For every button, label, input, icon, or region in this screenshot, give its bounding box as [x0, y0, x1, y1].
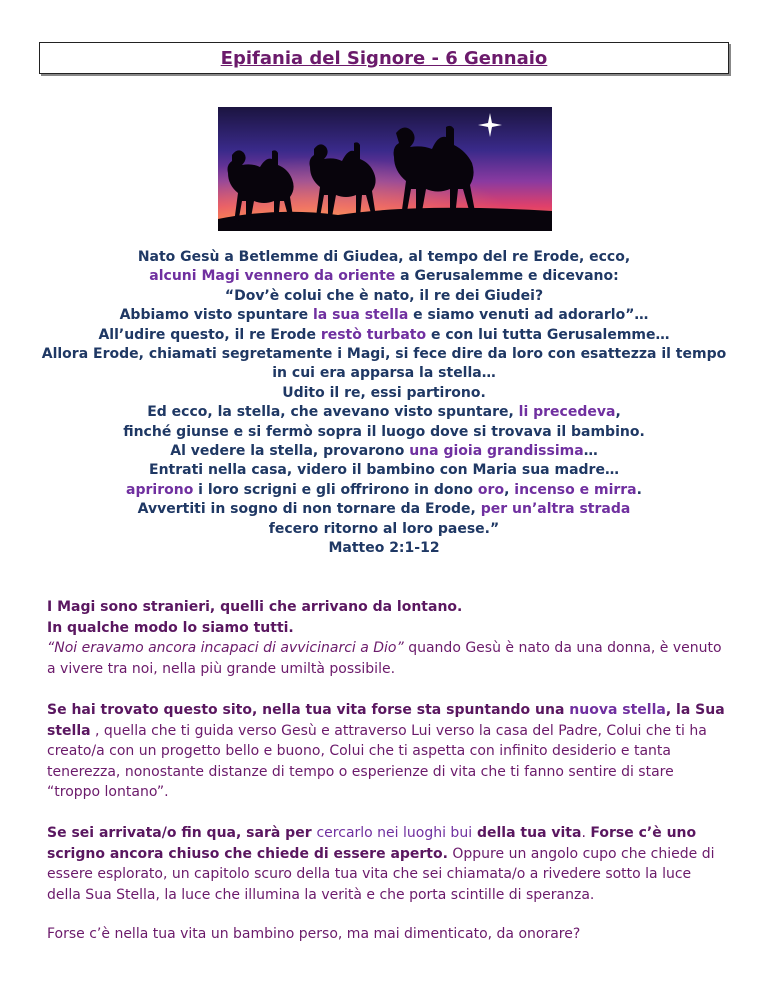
verse-line — [20, 442, 748, 461]
para1-bold-1: I Magi sono stranieri, quelli che arrivano da lontano. — [47, 599, 463, 615]
verse-text: , — [615, 404, 621, 421]
magi-image — [218, 107, 552, 231]
verse-text: a Gerusalemme e dicevano: — [395, 268, 619, 285]
verse-text: Abbiamo visto spuntare — [119, 307, 313, 324]
para2-highlight: nuova stella — [569, 702, 666, 718]
verse-highlight: restò turbato — [320, 326, 427, 343]
verse-line — [20, 248, 748, 267]
verse-text: . — [636, 481, 642, 498]
verse-line — [20, 364, 748, 383]
paragraph-4 — [47, 924, 727, 945]
verse-text: Avvertiti in sogno di non tornare da Erode, — [137, 501, 481, 518]
para1-text: quando Gesù è nato da una donna, è venuto a vivere tra noi, nella più grande umiltà possibile. — [47, 640, 722, 677]
paragraph-3 — [47, 823, 727, 905]
para2-text: , quella che ti guida verso Gesù e attraverso Lui verso la casa del Padre, Colui che ti ha creato/a con un progetto bello e buono, Colui che ti aspetta con infinito desiderio e tanta tenerezza, nonostante distanze di tempo o esperienze di vita che ti fanno sentire di stare “troppo lontano”. — [47, 722, 707, 800]
verse-highlight: oro — [477, 481, 505, 498]
verse-ref-text: Matteo 2:1-12 — [328, 540, 440, 557]
verse-text: in cui era apparsa la stella… — [272, 365, 496, 382]
verse-highlight: una gioia grandissima — [409, 443, 584, 460]
paragraph-1 — [47, 597, 727, 679]
verse-highlight: incenso e mirra — [514, 481, 637, 498]
para3-highlight: cercarlo nei luoghi bui — [316, 825, 473, 841]
para2-bold-2: , la Sua stella — [47, 702, 725, 739]
verse-text: e con lui tutta Gerusalemme… — [426, 326, 670, 343]
para3-bold-2: della tua vita — [472, 825, 582, 841]
verse-line — [20, 287, 748, 306]
verse-text: i loro scrigni e gli offrirono in dono — [193, 481, 478, 498]
verse-line — [20, 403, 748, 422]
para3-bold: Se sei arrivata/o fin qua, sarà per — [47, 825, 317, 841]
verse-text: Allora Erode, chiamati segretamente i Magi, si fece dire da loro con esattezza il tempo — [41, 346, 727, 363]
verse-text: fecero ritorno al loro paese.” — [268, 520, 500, 537]
verse-line — [20, 423, 748, 442]
verse-highlight: alcuni Magi vennero da oriente — [149, 268, 396, 285]
verse-text: Nato Gesù a Betlemme di Giudea, al tempo del re Erode, ecco, — [137, 249, 631, 265]
para2-bold: Se hai trovato questo sito, nella tua vita forse sta spuntando una — [47, 702, 570, 718]
verse-text: All’udire questo, il re Erode — [98, 326, 321, 343]
paragraph-2 — [47, 700, 727, 803]
bible-verse — [20, 248, 748, 559]
verse-line — [20, 345, 748, 364]
verse-text: Ed ecco, la stella, che avevano visto spuntare, — [147, 404, 519, 421]
verse-reference — [20, 539, 748, 558]
page-title: Epifania del Signore - 6 Gennaio — [220, 47, 548, 69]
verse-text: Udito il re, essi partirono. — [282, 384, 486, 401]
verse-text: “Dov’è colui che è nato, il re dei Giudei? — [224, 287, 544, 304]
para1-bold-2: In qualche modo lo siamo tutti. — [47, 619, 294, 636]
para4-text: Forse c’è nella tua vita un bambino perso, ma mai dimenticato, da onorare? — [47, 926, 581, 942]
verse-line — [20, 481, 748, 500]
verse-text: e siamo venuti ad adorarlo”… — [408, 307, 649, 324]
verse-highlight: aprirono — [126, 481, 194, 498]
verse-text: finché giunse e si fermò sopra il luogo dove si trovava il bambino. — [123, 423, 645, 440]
verse-line — [20, 306, 748, 325]
verse-text: , — [504, 481, 515, 498]
verse-highlight: li precedeva — [518, 404, 616, 421]
verse-text: … — [583, 443, 598, 460]
para3-text: Oppure un angolo cupo che chiede di essere esplorato, un capitolo scuro della tua vita che sei chiamata/o a rivedere sotto la luce della Sua Stella, la luce che illumina la verità e che porta scintille di speranza. — [47, 845, 715, 903]
para1-quote: “Noi eravamo ancora incapaci di avvicinarci a Dio” — [47, 640, 404, 656]
verse-line — [20, 461, 748, 480]
para3-bold-3: Forse c’è uno scrigno ancora chiuso che chiede di essere aperto. — [47, 825, 697, 862]
verse-line — [20, 520, 748, 539]
verse-line — [20, 326, 748, 345]
title-box — [39, 42, 729, 74]
verse-line — [20, 384, 748, 403]
verse-text: Al vedere la stella, provarono — [170, 443, 410, 460]
verse-highlight: la sua stella — [312, 307, 409, 324]
verse-line — [20, 267, 748, 286]
para3-punct: . — [581, 825, 591, 841]
verse-text: Entrati nella casa, videro il bambino con Maria sua madre… — [149, 462, 619, 479]
verse-line — [20, 500, 748, 519]
verse-highlight: per un’altra strada — [480, 501, 631, 518]
